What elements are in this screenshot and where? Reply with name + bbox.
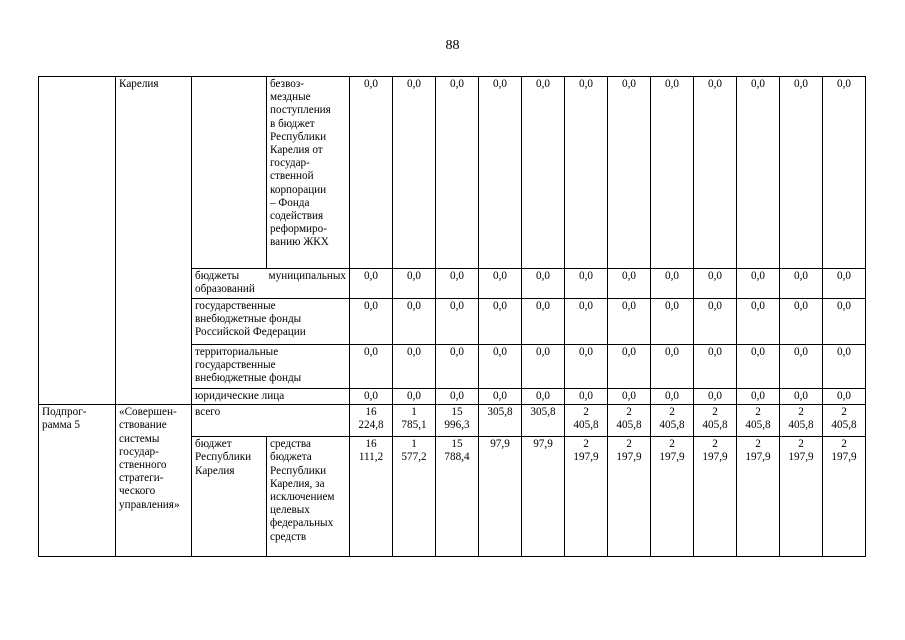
value-cell: 0,0 — [436, 389, 479, 405]
value-cell: 0,0 — [350, 299, 393, 345]
value-cell: 97,9 — [479, 437, 522, 557]
source-label: средства бюджета Республики Карелия, за исключением целевых федеральных средств — [267, 437, 350, 557]
value-cell: 2 197,9 — [694, 437, 737, 557]
value-cell: 0,0 — [565, 389, 608, 405]
value-cell: 0,0 — [608, 77, 651, 269]
value-cell: 0,0 — [522, 77, 565, 269]
value-cell: 0,0 — [393, 269, 436, 299]
value-cell: 16 224,8 — [350, 405, 393, 437]
value-cell: 0,0 — [522, 299, 565, 345]
value-cell: 0,0 — [436, 345, 479, 389]
value-cell: 0,0 — [780, 77, 823, 269]
value-cell: 2 197,9 — [608, 437, 651, 557]
value-cell: 0,0 — [694, 299, 737, 345]
value-cell: 0,0 — [565, 269, 608, 299]
value-cell: 0,0 — [436, 269, 479, 299]
source-label: всего — [192, 405, 350, 437]
value-cell: 0,0 — [565, 77, 608, 269]
name-cell: Карелия — [116, 77, 192, 405]
value-cell: 0,0 — [651, 389, 694, 405]
value-cell: 0,0 — [393, 299, 436, 345]
value-cell: 0,0 — [479, 299, 522, 345]
financing-table — [38, 76, 866, 557]
source-group-cell — [192, 77, 267, 269]
value-cell: 0,0 — [780, 269, 823, 299]
value-cell: 0,0 — [780, 299, 823, 345]
value-cell: 0,0 — [479, 389, 522, 405]
value-cell: 0,0 — [350, 77, 393, 269]
value-cell: 305,8 — [522, 405, 565, 437]
value-cell: 0,0 — [651, 299, 694, 345]
value-cell: 1 577,2 — [393, 437, 436, 557]
value-cell: 0,0 — [737, 389, 780, 405]
value-cell: 2 197,9 — [737, 437, 780, 557]
value-cell: 1 785,1 — [393, 405, 436, 437]
value-cell: 0,0 — [694, 77, 737, 269]
value-cell: 0,0 — [350, 389, 393, 405]
table-row — [39, 405, 866, 437]
value-cell: 0,0 — [608, 269, 651, 299]
value-cell: 0,0 — [608, 345, 651, 389]
code-cell — [39, 77, 116, 405]
value-cell: 0,0 — [737, 77, 780, 269]
value-cell: 0,0 — [737, 345, 780, 389]
value-cell: 2 405,8 — [737, 405, 780, 437]
value-cell: 0,0 — [694, 345, 737, 389]
value-cell: 15 996,3 — [436, 405, 479, 437]
subprogram-name: «Совершен- ствование системы государ- ственного стратеги- ческого управления» — [116, 405, 192, 557]
value-cell: 0,0 — [522, 389, 565, 405]
page-number: 88 — [445, 38, 460, 53]
value-cell: 0,0 — [651, 345, 694, 389]
value-cell: 0,0 — [393, 389, 436, 405]
value-cell: 0,0 — [350, 269, 393, 299]
value-cell: 2 405,8 — [780, 405, 823, 437]
value-cell: 0,0 — [479, 77, 522, 269]
value-cell: 2 197,9 — [823, 437, 866, 557]
value-cell: 0,0 — [479, 345, 522, 389]
value-cell: 0,0 — [651, 77, 694, 269]
subprogram-code: Подпрог- рамма 5 — [39, 405, 116, 557]
value-cell: 0,0 — [823, 389, 866, 405]
value-cell: 2 197,9 — [780, 437, 823, 557]
value-cell: 0,0 — [651, 269, 694, 299]
value-cell: 0,0 — [393, 345, 436, 389]
value-cell: 0,0 — [780, 345, 823, 389]
value-cell: 2 405,8 — [565, 405, 608, 437]
source-label: бюджеты муниципальных образований — [192, 269, 350, 299]
value-cell: 0,0 — [565, 345, 608, 389]
value-cell: 0,0 — [608, 299, 651, 345]
value-cell: 305,8 — [479, 405, 522, 437]
value-cell: 0,0 — [436, 299, 479, 345]
source-label: безвоз- мездные поступления в бюджет Республики Карелия от государ- ственной корпорации – Фонда содействия реформиро- ванию ЖКХ — [267, 77, 350, 269]
value-cell: 0,0 — [737, 299, 780, 345]
source-group-cell: бюджет Республики Карелия — [192, 437, 267, 557]
value-cell: 0,0 — [350, 345, 393, 389]
value-cell: 0,0 — [393, 77, 436, 269]
value-cell: 0,0 — [436, 77, 479, 269]
value-cell: 2 405,8 — [694, 405, 737, 437]
source-label: юридические лица — [192, 389, 350, 405]
value-cell: 0,0 — [737, 269, 780, 299]
value-cell: 16 111,2 — [350, 437, 393, 557]
value-cell: 0,0 — [522, 345, 565, 389]
value-cell: 0,0 — [780, 389, 823, 405]
value-cell: 15 788,4 — [436, 437, 479, 557]
value-cell: 2 405,8 — [651, 405, 694, 437]
value-cell: 0,0 — [694, 389, 737, 405]
source-label: государственные внебюджетные фонды Российской Федерации — [192, 299, 350, 345]
value-cell: 0,0 — [565, 299, 608, 345]
value-cell: 97,9 — [522, 437, 565, 557]
value-cell: 0,0 — [823, 299, 866, 345]
value-cell: 0,0 — [694, 269, 737, 299]
source-label: территориальные государственные внебюджетные фонды — [192, 345, 350, 389]
value-cell: 2 197,9 — [651, 437, 694, 557]
value-cell: 2 405,8 — [608, 405, 651, 437]
value-cell: 0,0 — [479, 269, 522, 299]
value-cell: 2 405,8 — [823, 405, 866, 437]
value-cell: 0,0 — [522, 269, 565, 299]
value-cell: 2 197,9 — [565, 437, 608, 557]
value-cell: 0,0 — [608, 389, 651, 405]
value-cell: 0,0 — [823, 269, 866, 299]
value-cell: 0,0 — [823, 345, 866, 389]
table-row — [39, 77, 866, 269]
value-cell: 0,0 — [823, 77, 866, 269]
